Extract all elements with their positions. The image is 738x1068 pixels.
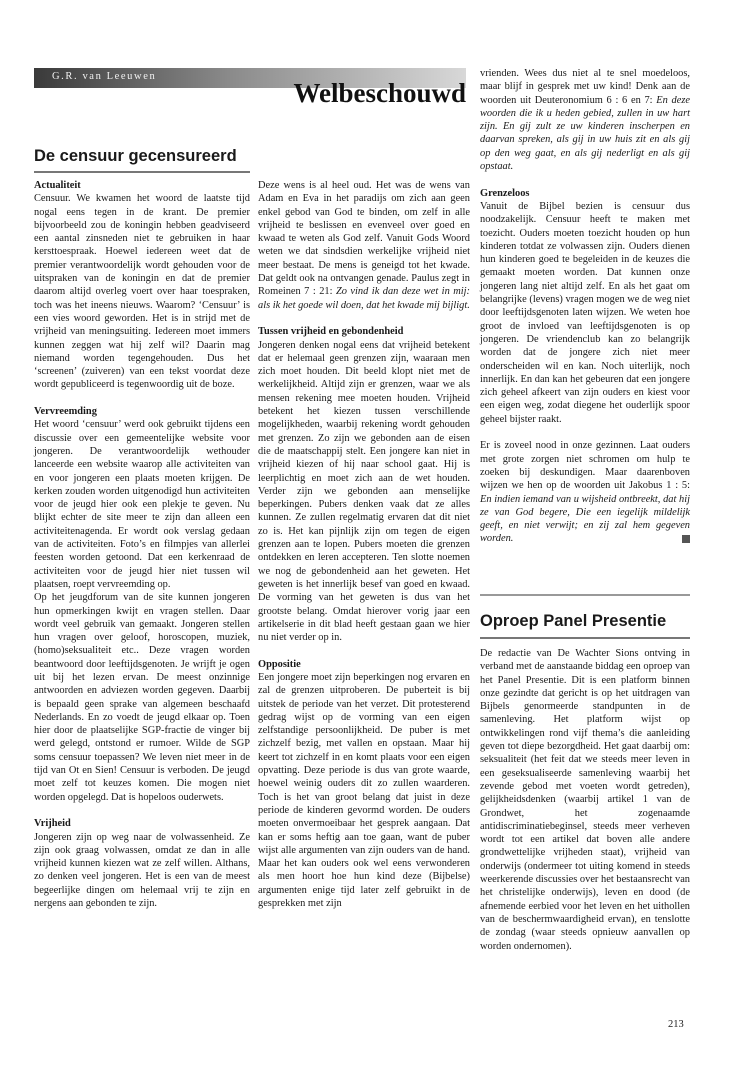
end-of-article-icon — [682, 535, 690, 543]
title-divider — [34, 171, 250, 173]
paragraph-text: Er is zoveel nood in onze gezinnen. Laat ouders met grote zorgen niet schromen om hulp te zoeken bij deskundigen. Maar daarenboven wijzen we hen op de woorden uit Jakobus 1 : 5: — [480, 440, 690, 492]
paragraph-text: Een jongere moet zijn beperkingen nog ervaren en zal de grenzen uitproberen. De puberteit is bij uitstek de periode van het verzet. Dit protesterend gedrag wijst op de vorming van een eigen zelfstandige persoonlijkheid. De puber is met zichzelf bezig, met vallen en opstaan. Maar hij keert tot zichzelf in en komt plaats voor een eigen opvatting. Deze periode is dus van grote waarde, hoewel weinig ouders dit zo zullen waarderen. Toch is het van groot belang dat juist in deze periode de kinderen gevormd worden. De ouders moeten onvermoeibaar het gesprek aangaan. Dat kan er soms heftig aan toe gaan, want de puber wijst alle argumenten van zijn ouders van de hand. Maar het kan ouders ook wel eens verwonderen als men hoort hoe hun kind deze (Bijbelse) argumenten enige tijd later zelf gebruikt in de gesprekken met zijn — [258, 671, 470, 910]
article-column-1 — [34, 179, 250, 910]
scripture-quote: Zo vind ik dan deze wet in mij: als ik het goede wil doen, dat het kwade mij bijligt. — [258, 286, 470, 311]
section-divider — [480, 594, 690, 596]
page-number: 213 — [668, 1019, 684, 1030]
article-column-3 — [480, 67, 690, 546]
scripture-quote: En indien iemand van u wijsheid ontbreekt, dat hij ze van God begere, Die een iegelijk mildelijk geeft, en niet verwijt; en zij zal hem gegeven worden. — [480, 493, 690, 545]
paragraph — [34, 591, 250, 804]
paragraph-text: vrienden. Wees dus niet al te snel moedeloos, maar blijf in gesprek met uw kind! Denk aan de woorden uit Deuteronomium 6 : 6 en 7: — [480, 68, 690, 106]
paragraph — [34, 192, 250, 391]
notice-title: Oproep Panel Presentie — [480, 612, 667, 630]
paragraph-text: Jongeren denken nogal eens dat vrijheid betekent dat er helemaal geen grenzen zijn, waaraan men zich moet houden. Dit beeld klopt niet met de werkelijkheid. Altijd zijn er grenzen, waar we als mensen rekening mee moeten houden. Vrijheid betekent het kiezen tussen verschillende mogelijkheden, waarbij rekening wordt gehouden met grenzen. Zo zijn we gebonden aan de eisen die de maatschappij stelt. Een jongere kan niet in vrijheid kiezen of hij naar school gaat. Hij is leerplichtig en moet zich aan de wet houden. Verder zijn we gebonden aan menselijke beperkingen. Pubers denken vaak dat ze alles kunnen. Ze zullen regelmatig ervaren dat dit niet zo is. Het kan pijnlijk zijn om tegen de eigen grenzen aan te lopen. Pubers moeten die grenzen ontdekken en leren accepteren. Ten slotte noemen we nog de gebondenheid aan het geweten. Het geweten is het innerlijk besef van goed en kwaad. De vorming van het geweten is dus van het grootste belang. Omdat hierover vorig jaar een artikelserie in dit blad heeft gestaan gaan we hier nu niet verder op in. — [258, 339, 470, 644]
section-heading — [34, 405, 250, 418]
article-column-2 — [258, 179, 470, 910]
section-heading — [34, 179, 250, 192]
paragraph — [480, 439, 690, 545]
paragraph — [480, 67, 690, 173]
paragraph — [34, 418, 250, 591]
paragraph-text: Censuur. We kwamen het woord de laatste tijd nogal eens tegen in de krant. De premier bijvoorbeeld zou de koningin hebben geadviseerd een aantal zinsneden niet te gebruiken in haar kersttoespraak. Hoewel iedereen weet dat de premier verantwoordelijk wordt gehouden voor de uitspraken van de koningin en dat de premier daarom altijd overleg voert over haar toespraken, toch was het ineens nieuws. Waarom? ‘Censuur’ is een vies woord geworden. Het is in strijd met de vrijheid van meningsuiting. Iedereen moet immers kunnen zeggen wat hij zelf wil? Daarin mag niemand worden tegengehouden. Dus het ‘screenen’ (zuiveren) van een tekst voordat deze wordt gepubliceerd is tegenwoordig uit de boze. — [34, 193, 250, 391]
scripture-quote: En deze woorden die ik u heden gebied, zullen in uw hart zijn. En gij zult ze uw kinderen inscherpen en daarvan spreken, als gij in uw huis zit en als gij op den weg gaat, en als gij nederligt en als gij opstaat. — [480, 94, 690, 173]
paragraph-gap — [258, 644, 470, 657]
paragraph — [258, 339, 470, 645]
author-name: G.R. van Leeuwen — [52, 71, 157, 82]
paragraph-text: Vervreemding — [34, 406, 97, 418]
notice-paragraph: De redactie van De Wachter Sions ontving in verband met de aanstaande biddag een oproep van het Panel Presentie. Dit is een platform binnen onze gezindte dat gericht is op het uitdragen van Bijbels genormeerde standpunten in de samenleving. Het platform wijst op ontwikkelingen rond vijf thema’s die aanleiding geven tot diepe bezorgdheid. Het gaat daarbij om: seksualiteit (het feit dat we steeds meer leven in een geseksualiseerde samenleving waarbij het zevende gebod met voeten wordt getreden), gelijkheidsdenken (waarbij artikel 1 van de Grondwet, het zogenaamde antidiscriminatiebeginsel, steeds meer verheven wordt tot een artikel dat boven alle andere grondwettelijke vrijheden staat), vrijheid van onderwijs (ondermeer tot uiting komend in steeds weerkerende discussies over het bestaansrecht van het christelijke onderwijs), leven en dood (de afnemende eerbied voor het leven en het uithollen van de beschermwaardigheid ervan), en tenslotte de zondag (waar steeds opnieuw aanvallen op worden ondernomen). — [480, 648, 690, 952]
paragraph-text: Jongeren zijn op weg naar de volwassenheid. Ze zijn ook graag volwassen, omdat ze dan in alle vrijheid kunnen kiezen wat ze zelf willen. Althans, zo denken veel jongeren. Het is een van de meest begeerlijke dingen om helemaal vrij te zijn en nergens aan gebonden te zijn. — [34, 831, 250, 910]
column-title: Welbeschouwd — [293, 78, 466, 108]
paragraph-text: Oppositie — [258, 658, 301, 670]
paragraph — [34, 831, 250, 911]
section-heading — [480, 187, 690, 200]
paragraph-text: Op het jeugdforum van de site kunnen jongeren hun opmerkingen kwijt en vragen stellen. Daar wordt veel gebruik van gemaakt. Jongeren stellen hun vragen over geloof, horoscopen, muziek, (homo)seksualiteit etc.. Deze vragen worden beantwoord door leeftijdsgenoten. Je wrijft je ogen uit bij het lezen ervan. De meest onzinnige antwoorden en adviezen worden gegeven. Daarbij is bepaald geen sprake van algemeen beschaafd Nederlands. En zo voedt de jeugd elkaar op. Toen hier door de plaatselijke SGP-fractie de vinger bij werd gelegd, ontstond er rumoer. Wilde de SGP soms censuur toepassen? We leven niet meer in de tijd van Ot en Sien! Censuur is verboden. De jeugd moet zelf tot keuzes komen. Die mogen niet worden opgelegd. Dat is hopeloos ouderwets. — [34, 592, 250, 803]
paragraph-gap — [480, 426, 690, 439]
notice-column — [480, 647, 690, 953]
paragraph-text: Grenzeloos — [480, 187, 530, 199]
paragraph-text: Actualiteit — [34, 180, 81, 191]
paragraph — [480, 200, 690, 426]
paragraph — [258, 179, 470, 312]
paragraph-gap — [34, 392, 250, 405]
paragraph-gap — [480, 173, 690, 186]
section-heading — [258, 325, 470, 338]
paragraph-text: Vanuit de Bijbel bezien is censuur dus noodzakelijk. Censuur heeft te maken met toezicht. Ouders moeten toezicht houden op hun kinderen totdat ze volwassen zijn. Ouders dienen hun kinderen goed te begeleiden in de keuzes die gemaakt moeten worden. Dat kunnen onze jongeren lang niet altijd zelf. En als het gaat om belangrijke (levens) vragen mogen we de weg niet door leeftijdsgenoten laten wijzen. We weten hoe groot de invloed van leeftijdsgenoten is op jongeren. De vriendenclub kan zo belangrijk worden dat de jongere zich niet meer onderscheiden wil en kan. Noch uiterlijk, noch innerlijk. En dan kan het gebeuren dat een jongere zich geheel afkeert van zijn ouders en kiest voor een eigen weg, zodat diegene het ouderlijk spoor geheel bijster raakt. — [480, 200, 690, 425]
notice-title-divider — [480, 637, 690, 639]
paragraph-gap — [34, 804, 250, 817]
paragraph-text: Deze wens is al heel oud. Het was de wens van Adam en Eva in het paradijs om zich aan geen enkel gebod van God te binden, om zelf in alle vrijheid te beslissen en evenveel over goed en kwaad te weten als God zelf. Vanuit Gods Woord weten we dat sindsdien werkelijke vrijheid niet meer bestaat. De mens is geneigd tot het kwade. Dat geldt ook na ontvangen genade. Paulus zegt in Romeinen 7 : 21: — [258, 180, 470, 298]
paragraph-text: Tussen vrijheid en gebondenheid — [258, 326, 404, 338]
section-heading — [258, 658, 470, 671]
section-heading — [34, 817, 250, 830]
paragraph-text: Vrijheid — [34, 818, 71, 830]
paragraph — [258, 671, 470, 910]
paragraph-gap — [258, 312, 470, 325]
paragraph-text: Het woord ‘censuur’ werd ook gebruikt tijdens een discussie over een gemeentelijke website voor jongeren. De verantwoordelijk wethouder lanceerde een website waarop alle activiteiten van en voor jongeren een plaats moeten krijgen. De kerken zouden worden uitgenodigd hun activiteiten voor de jeugd hier ook een plekje te geven. Nu blijkt echter de site meer te zijn dan alleen een activiteitenagenda. Er wordt ook verslag gedaan van de activiteiten. Foto’s en filmpjes van allerlei feesten worden getoond. Dat een kerkenraad de activiteiten voor de jeugd hier niet tussen wil plaatsen, roept vervreemding op. — [34, 419, 250, 590]
article-title: De censuur gecensureerd — [34, 147, 237, 165]
